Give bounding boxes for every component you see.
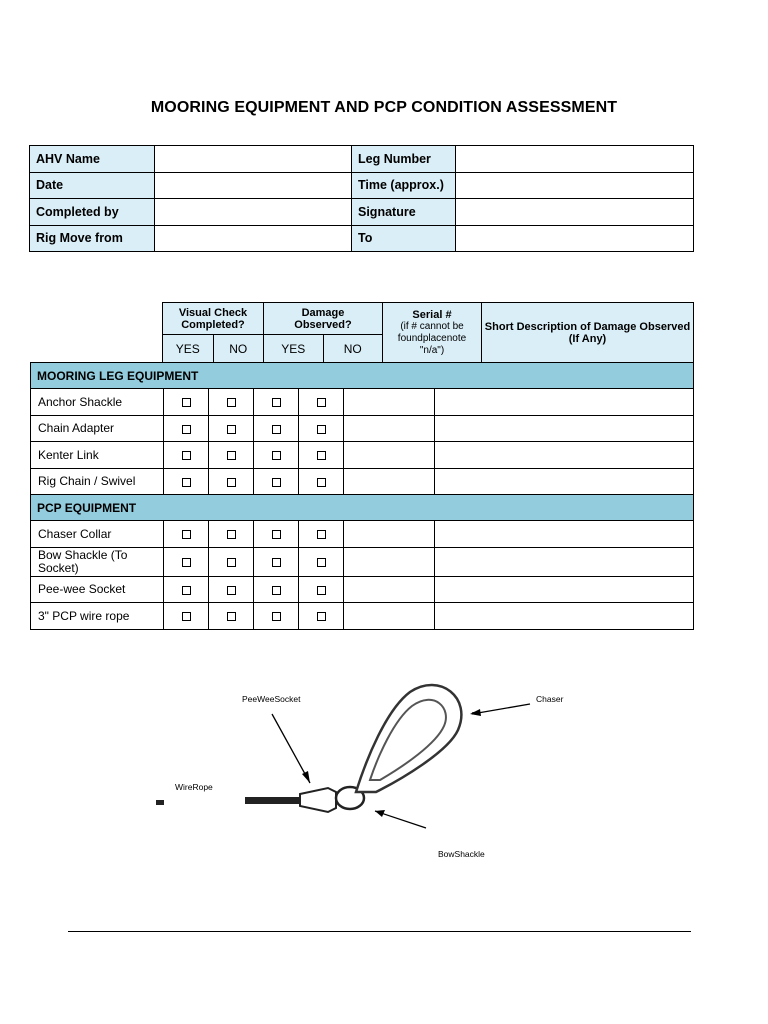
equipment-name: Kenter Link bbox=[31, 442, 164, 469]
damage-yes-cell[interactable] bbox=[254, 521, 299, 548]
damage-yes-cell[interactable] bbox=[254, 576, 299, 603]
wire-rope-end bbox=[156, 800, 164, 805]
checkbox-icon[interactable] bbox=[182, 586, 191, 595]
info-label: Time (approx.) bbox=[352, 172, 456, 199]
pcp-diagram bbox=[150, 680, 480, 830]
checkbox-icon[interactable] bbox=[182, 451, 191, 460]
equipment-name: Pee-wee Socket bbox=[31, 576, 164, 603]
serial-title: Serial # bbox=[412, 308, 452, 321]
visual-yes-cell[interactable] bbox=[164, 389, 209, 416]
description-field[interactable] bbox=[435, 468, 694, 495]
visual-no-cell[interactable] bbox=[209, 442, 254, 469]
checkbox-icon[interactable] bbox=[227, 612, 236, 621]
arrowhead-icon bbox=[302, 771, 310, 783]
equipment-name: Rig Chain / Swivel bbox=[31, 468, 164, 495]
chaser-arrow-line bbox=[472, 704, 530, 714]
checkbox-icon[interactable] bbox=[317, 425, 326, 434]
visual-check-header: Visual Check Completed? bbox=[163, 303, 264, 335]
checkbox-icon[interactable] bbox=[182, 478, 191, 487]
serial-field[interactable] bbox=[344, 547, 435, 576]
bow-shackle-label: BowShackle bbox=[438, 849, 485, 859]
description-field[interactable] bbox=[435, 603, 694, 630]
table-row bbox=[31, 415, 694, 442]
peewee-socket-shape bbox=[300, 788, 336, 812]
table-row bbox=[31, 521, 694, 548]
section-row bbox=[31, 363, 694, 389]
no-header: NO bbox=[213, 335, 264, 363]
yes-header: YES bbox=[163, 335, 214, 363]
table-row bbox=[31, 389, 694, 416]
visual-yes-cell[interactable] bbox=[164, 521, 209, 548]
damage-yes-cell[interactable] bbox=[254, 468, 299, 495]
info-label: Date bbox=[30, 172, 155, 199]
checkbox-icon[interactable] bbox=[272, 478, 281, 487]
damage-no-cell[interactable] bbox=[299, 547, 344, 576]
description-field[interactable] bbox=[435, 415, 694, 442]
serial-field[interactable] bbox=[344, 442, 435, 469]
section-row bbox=[31, 495, 694, 521]
description-field[interactable] bbox=[435, 389, 694, 416]
equipment-name: Chain Adapter bbox=[31, 415, 164, 442]
description-field[interactable] bbox=[435, 442, 694, 469]
damage-yes-cell[interactable] bbox=[254, 415, 299, 442]
checkbox-icon[interactable] bbox=[317, 451, 326, 460]
checkbox-icon[interactable] bbox=[182, 612, 191, 621]
damage-header: Damage Observed? bbox=[264, 303, 383, 335]
damage-yes-cell[interactable] bbox=[254, 547, 299, 576]
checkbox-icon[interactable] bbox=[227, 530, 236, 539]
arrowhead-icon bbox=[470, 709, 481, 716]
checkbox-icon[interactable] bbox=[317, 530, 326, 539]
visual-yes-cell[interactable] bbox=[164, 442, 209, 469]
serial-field[interactable] bbox=[344, 389, 435, 416]
chaser-label: Chaser bbox=[536, 694, 564, 704]
serial-field[interactable] bbox=[344, 603, 435, 630]
footer-rule bbox=[68, 931, 691, 932]
peewee-label: PeeWeeSocket bbox=[242, 694, 301, 704]
info-label: To bbox=[352, 225, 456, 252]
damage-no-cell[interactable] bbox=[299, 521, 344, 548]
equipment-table bbox=[30, 362, 694, 630]
completed-by-field[interactable] bbox=[155, 199, 352, 226]
info-row bbox=[30, 199, 694, 226]
no-header: NO bbox=[323, 335, 383, 363]
visual-no-cell[interactable] bbox=[209, 603, 254, 630]
table-row bbox=[31, 442, 694, 469]
checkbox-icon[interactable] bbox=[182, 398, 191, 407]
description-field[interactable] bbox=[435, 547, 694, 576]
checkbox-icon[interactable] bbox=[227, 586, 236, 595]
info-row bbox=[30, 146, 694, 173]
serial-header bbox=[383, 303, 482, 363]
table-row bbox=[31, 547, 694, 576]
equipment-name: Anchor Shackle bbox=[31, 389, 164, 416]
checkbox-icon[interactable] bbox=[272, 398, 281, 407]
visual-yes-cell[interactable] bbox=[164, 415, 209, 442]
serial-field[interactable] bbox=[344, 415, 435, 442]
info-label: Completed by bbox=[30, 199, 155, 226]
damage-no-cell[interactable] bbox=[299, 415, 344, 442]
checkbox-icon[interactable] bbox=[317, 478, 326, 487]
checkbox-icon[interactable] bbox=[317, 612, 326, 621]
checkbox-icon[interactable] bbox=[317, 398, 326, 407]
visual-yes-cell[interactable] bbox=[164, 576, 209, 603]
checkbox-icon[interactable] bbox=[317, 586, 326, 595]
checkbox-icon[interactable] bbox=[317, 558, 326, 567]
damage-no-cell[interactable] bbox=[299, 576, 344, 603]
date-field[interactable] bbox=[155, 172, 352, 199]
checkbox-icon[interactable] bbox=[182, 530, 191, 539]
info-label: Signature bbox=[352, 199, 456, 226]
damage-yes-cell[interactable] bbox=[254, 442, 299, 469]
checkbox-icon[interactable] bbox=[227, 398, 236, 407]
damage-no-cell[interactable] bbox=[299, 389, 344, 416]
checkbox-icon[interactable] bbox=[227, 478, 236, 487]
damage-no-cell[interactable] bbox=[299, 468, 344, 495]
rig-move-from-field[interactable] bbox=[155, 225, 352, 252]
visual-yes-cell[interactable] bbox=[164, 547, 209, 576]
equipment-name: 3" PCP wire rope bbox=[31, 603, 164, 630]
damage-yes-cell[interactable] bbox=[254, 603, 299, 630]
visual-no-cell[interactable] bbox=[209, 521, 254, 548]
chaser-arrow-ext bbox=[466, 700, 536, 720]
info-label: Rig Move from bbox=[30, 225, 155, 252]
peewee-arrow bbox=[272, 714, 310, 783]
wire-rope-shape bbox=[245, 797, 305, 804]
visual-no-cell[interactable] bbox=[209, 468, 254, 495]
table-row bbox=[31, 468, 694, 495]
damage-no-cell[interactable] bbox=[299, 603, 344, 630]
info-label: AHV Name bbox=[30, 146, 155, 173]
visual-no-cell[interactable] bbox=[209, 389, 254, 416]
info-row bbox=[30, 172, 694, 199]
checkbox-icon[interactable] bbox=[182, 558, 191, 567]
damage-no-cell[interactable] bbox=[299, 442, 344, 469]
equipment-name: Chaser Collar bbox=[31, 521, 164, 548]
time-field[interactable] bbox=[456, 172, 694, 199]
yes-header: YES bbox=[264, 335, 324, 363]
checkbox-icon[interactable] bbox=[272, 451, 281, 460]
info-table bbox=[29, 145, 694, 252]
checkbox-icon[interactable] bbox=[227, 425, 236, 434]
checkbox-icon[interactable] bbox=[272, 612, 281, 621]
damage-yes-cell[interactable] bbox=[254, 389, 299, 416]
serial-field[interactable] bbox=[344, 576, 435, 603]
checkbox-icon[interactable] bbox=[272, 530, 281, 539]
signature-field[interactable] bbox=[456, 199, 694, 226]
visual-no-cell[interactable] bbox=[209, 415, 254, 442]
wire-rope-label: WireRope bbox=[175, 782, 213, 792]
checkbox-icon[interactable] bbox=[272, 586, 281, 595]
section-title: MOORING LEG EQUIPMENT bbox=[31, 363, 694, 389]
arrowhead-icon bbox=[375, 810, 385, 817]
visual-yes-cell[interactable] bbox=[164, 468, 209, 495]
ahv-name-field[interactable] bbox=[155, 146, 352, 173]
serial-field[interactable] bbox=[344, 521, 435, 548]
description-field[interactable] bbox=[435, 576, 694, 603]
info-label: Leg Number bbox=[352, 146, 456, 173]
checkbox-icon[interactable] bbox=[182, 425, 191, 434]
serial-note: (if # cannot be foundplacenote "n/a") bbox=[397, 320, 467, 356]
checkbox-icon[interactable] bbox=[227, 451, 236, 460]
serial-field[interactable] bbox=[344, 468, 435, 495]
visual-no-cell[interactable] bbox=[209, 547, 254, 576]
description-field[interactable] bbox=[435, 521, 694, 548]
equipment-header bbox=[162, 302, 694, 363]
page-title: MOORING EQUIPMENT AND PCP CONDITION ASSESSMENT bbox=[150, 99, 618, 116]
checkbox-icon[interactable] bbox=[272, 558, 281, 567]
equipment-name: Bow Shackle (To Socket) bbox=[31, 547, 164, 576]
table-row bbox=[31, 576, 694, 603]
section-title: PCP EQUIPMENT bbox=[31, 495, 694, 521]
info-row bbox=[30, 225, 694, 252]
leg-number-field[interactable] bbox=[456, 146, 694, 173]
visual-yes-cell[interactable] bbox=[164, 603, 209, 630]
checkbox-icon[interactable] bbox=[272, 425, 281, 434]
checkbox-icon[interactable] bbox=[227, 558, 236, 567]
table-row bbox=[31, 603, 694, 630]
visual-no-cell[interactable] bbox=[209, 576, 254, 603]
to-field[interactable] bbox=[456, 225, 694, 252]
description-header: Short Description of Damage Observed (If Any) bbox=[482, 303, 694, 363]
